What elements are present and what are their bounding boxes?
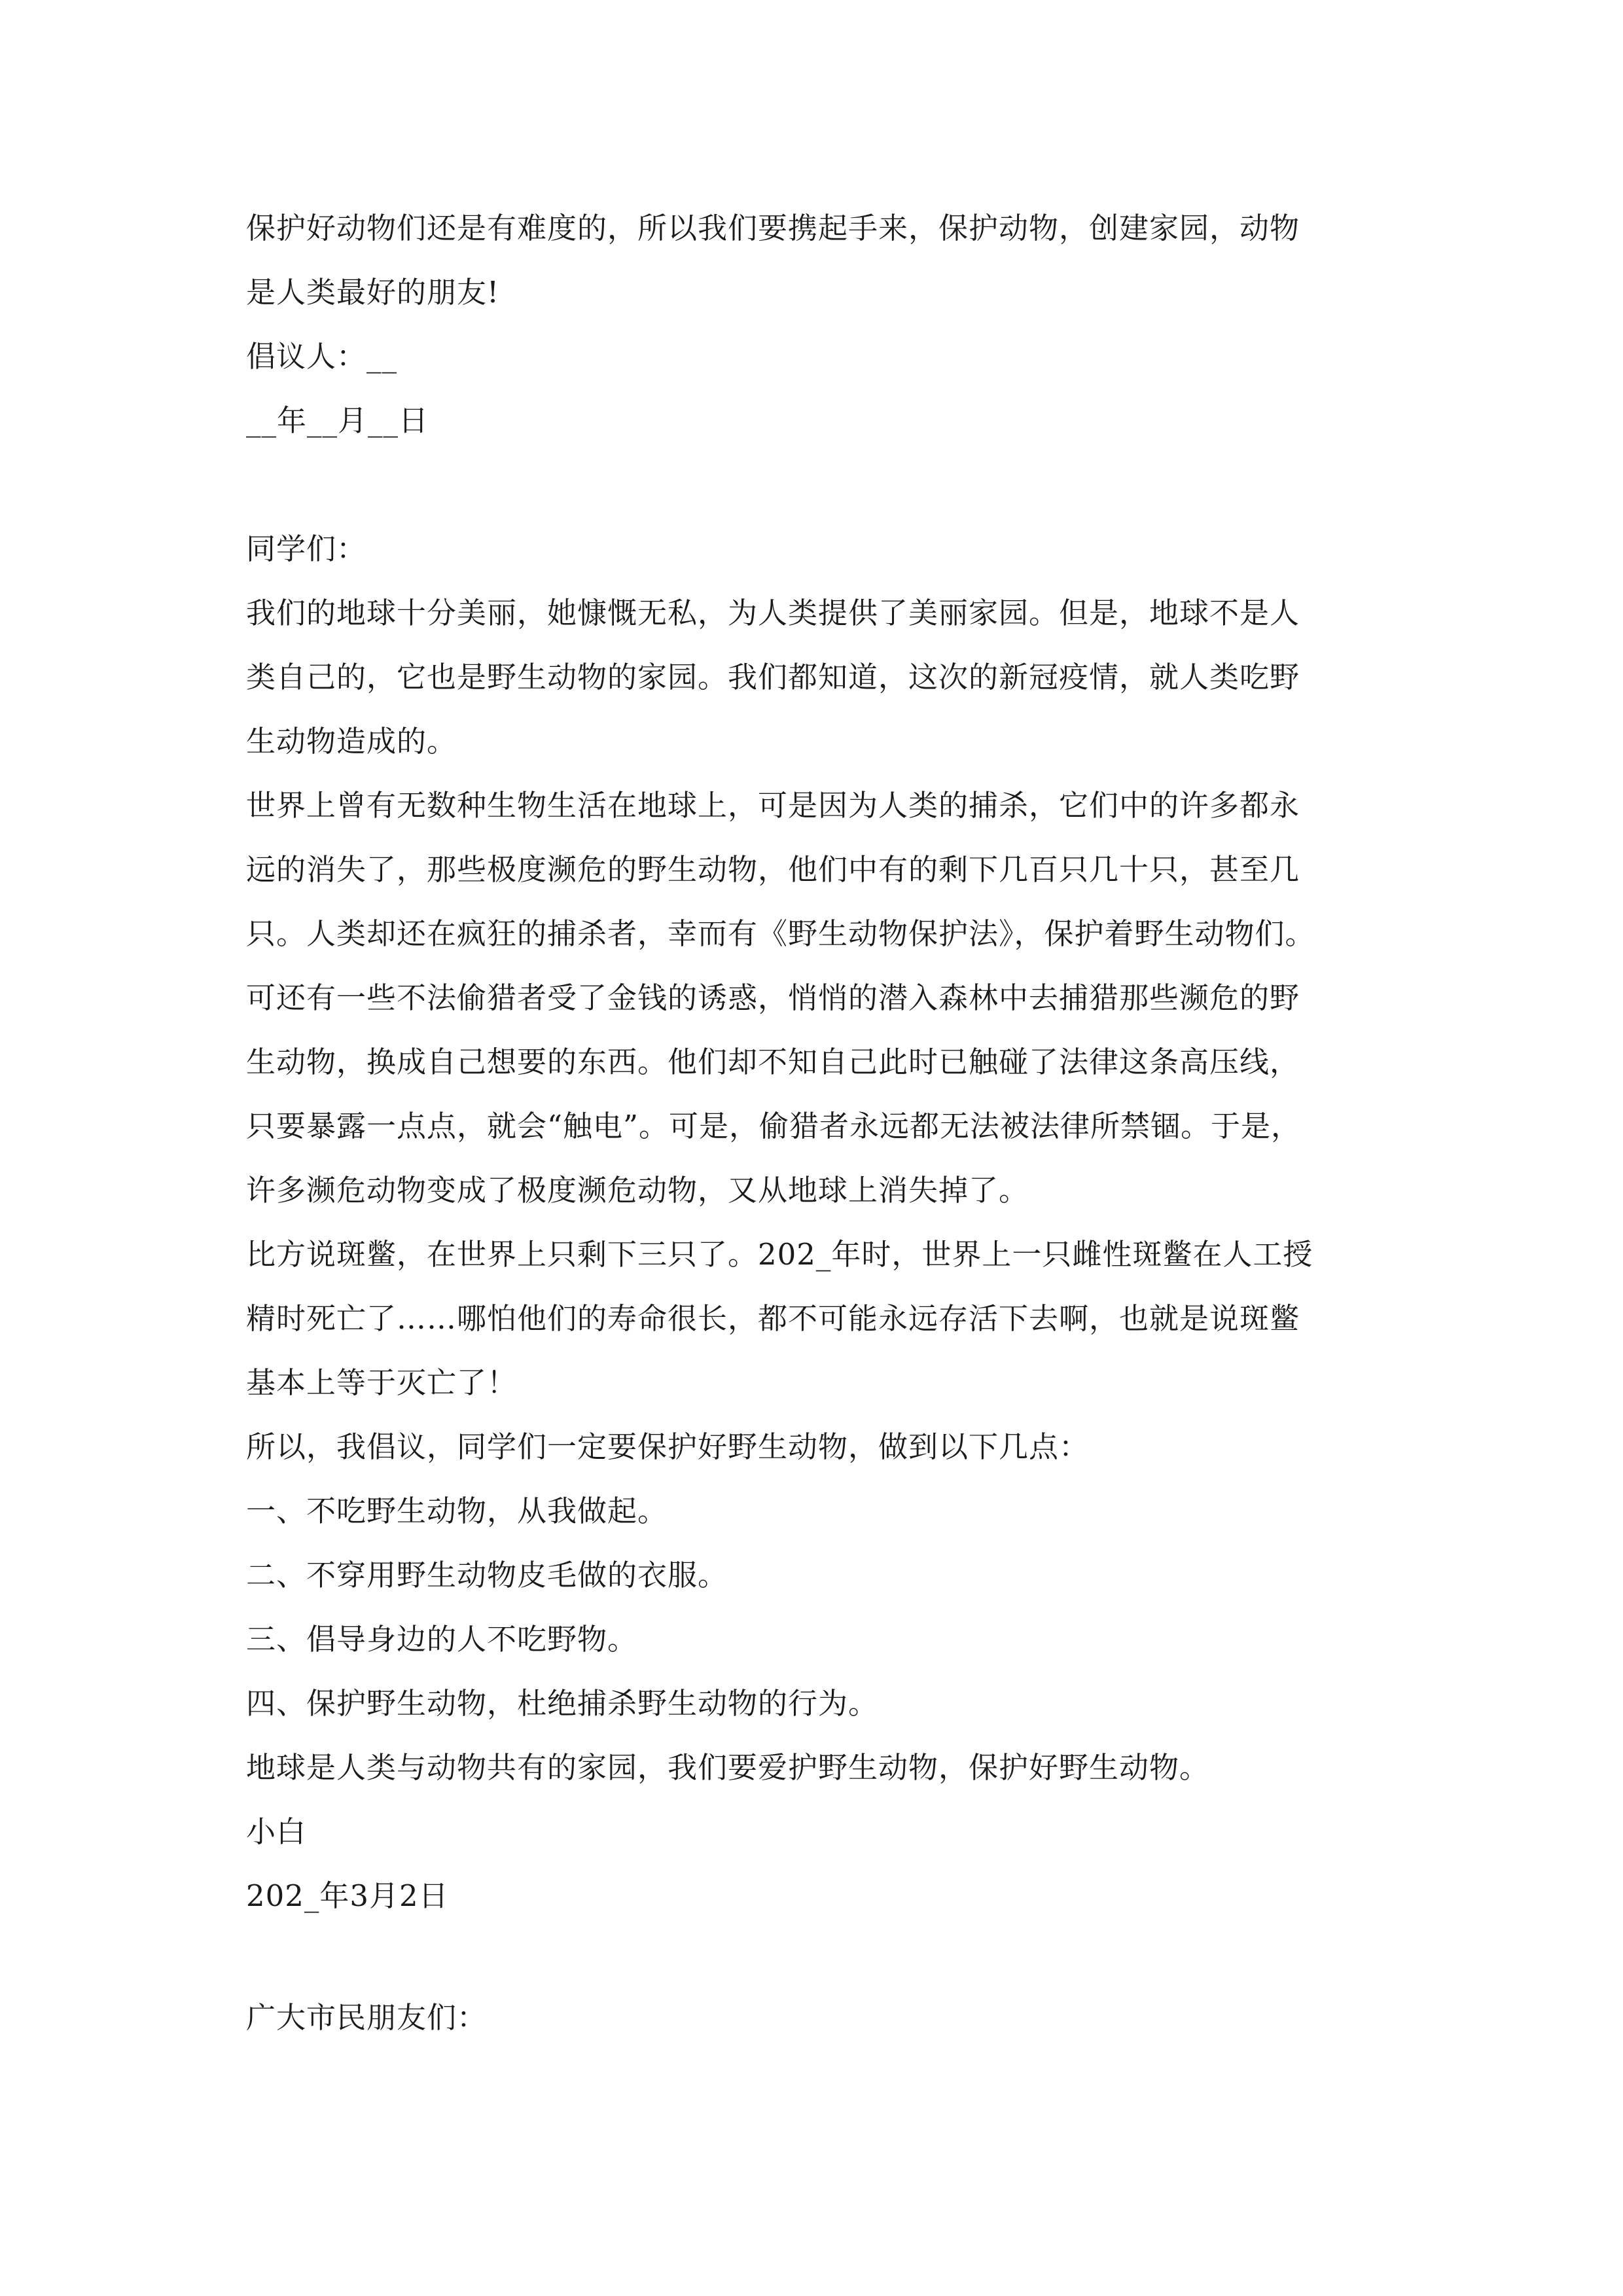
greeting: 同学们：: [246, 531, 367, 566]
list-item: 二、不穿用野生动物皮毛做的衣服。: [246, 1558, 728, 1592]
list-item: 一、不吃野生动物，从我做起。: [246, 1494, 668, 1528]
paragraph-conclusion: [246, 196, 1387, 325]
text-line: 精时死亡了……哪怕他们的寿命很长，都不可能永远存活下去啊，也就是说斑鳖: [246, 1301, 1300, 1336]
section-3: [246, 1986, 1387, 2050]
section-2: [246, 517, 1387, 1928]
text-line: 保护好动物们还是有难度的，所以我们要携起手来，保护动物，创建家园，动物: [246, 211, 1300, 245]
text-line: 生动物造成的。: [246, 724, 457, 759]
text-line: 基本上等于灭亡了！: [246, 1365, 518, 1400]
text-line: 我们的地球十分美丽，她慷慨无私，为人类提供了美丽家园。但是，地球不是人: [246, 596, 1300, 630]
paragraph-2: [246, 774, 1387, 1223]
date-line: 202_年3月2日: [246, 1878, 449, 1913]
greeting: 广大市民朋友们：: [246, 2000, 488, 2035]
text-line: 可还有一些不法偷猎者受了金钱的诱惑，悄悄的潜入森林中去捕猎那些濒危的野: [246, 980, 1300, 1015]
text-line: 是人类最好的朋友!: [246, 275, 500, 310]
closing-line: 地球是人类与动物共有的家园，我们要爱护野生动物，保护好野生动物。: [246, 1750, 1210, 1785]
text-line: 远的消失了，那些极度濒危的野生动物，他们中有的剩下几百只几十只，甚至几: [246, 852, 1300, 887]
paragraph-4: 所以，我倡议，同学们一定要保护好野生动物，做到以下几点：: [246, 1429, 1090, 1464]
text-line: 比方说斑鳖，在世界上只剩下三只了。202_年时，世界上一只雌性斑鳖在人工授: [246, 1237, 1313, 1272]
text-line: 只要暴露一点点，就会“触电”。可是，偷猎者永远都无法被法律所禁锢。于是，: [246, 1109, 1302, 1143]
list-item: 三、倡导身边的人不吃野物。: [246, 1622, 638, 1657]
signer-name: 小白: [246, 1814, 307, 1849]
text-line: 只。人类却还在疯狂的捕杀者，幸而有《野生动物保护法》，保护着野生动物们。: [246, 916, 1315, 951]
text-line: 生动物，换成自己想要的东西。他们却不知自己此时已触碰了法律这条高压线，: [246, 1045, 1300, 1079]
paragraph-3: [246, 1223, 1387, 1415]
signer-label: 倡议人：__: [246, 339, 398, 374]
text-line: 世界上曾有无数种生物生活在地球上，可是因为人类的捕杀，它们中的许多都永: [246, 788, 1300, 823]
section-1: [246, 196, 1387, 453]
text-line: 类自己的，它也是野生动物的家园。我们都知道，这次的新冠疫情，就人类吃野: [246, 660, 1300, 694]
date-line: __年__月__日: [246, 403, 429, 438]
list-item: 四、保护野生动物，杜绝捕杀野生动物的行为。: [246, 1686, 879, 1721]
text-line: 许多濒危动物变成了极度濒危动物，又从地球上消失掉了。: [246, 1173, 1029, 1208]
paragraph-1: [246, 581, 1387, 774]
